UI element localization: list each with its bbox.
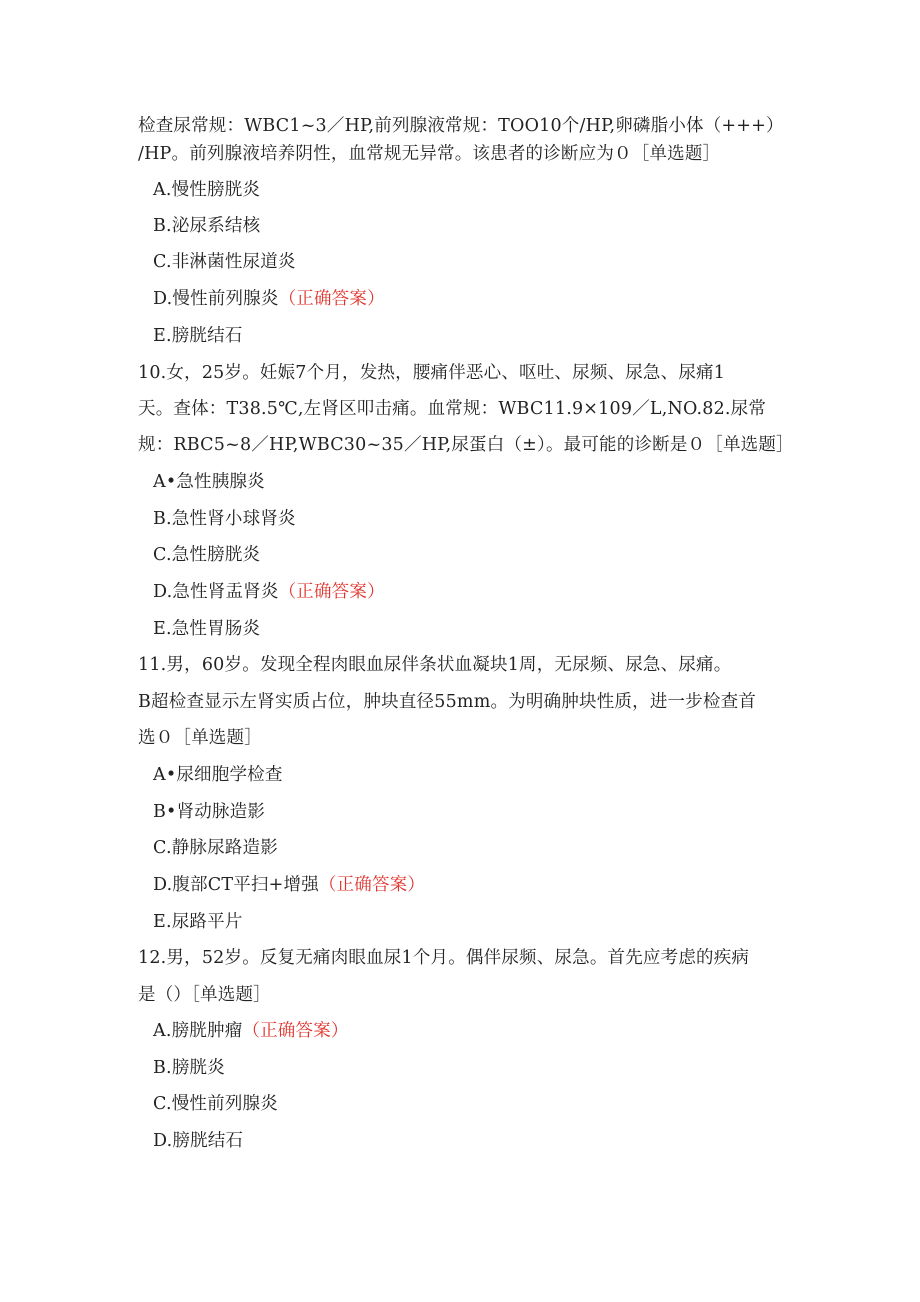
- q12-stem-line-2: 是（）［单选题］: [138, 985, 271, 1005]
- option-text: E.膀胱结石: [153, 326, 243, 346]
- correct-answer-mark: （正确答案）: [278, 582, 385, 602]
- q9-stem-line-2: /HP。前列腺液培养阴性，血常规无异常。该患者的诊断应为０［单选题］: [138, 144, 721, 164]
- option-text: C.静脉尿路造影: [153, 838, 278, 858]
- option-text: C.非淋菌性尿道炎: [153, 252, 296, 272]
- option-text: B.膀胱炎: [153, 1058, 225, 1078]
- correct-answer-mark: （正确答案）: [242, 1021, 349, 1041]
- q12-option-d: [153, 1129, 243, 1153]
- q9-option-e: [153, 324, 243, 348]
- correct-answer-mark: （正确答案）: [278, 289, 385, 309]
- option-text: B.急性肾小球肾炎: [153, 509, 296, 529]
- q11-option-e: [153, 910, 243, 934]
- q9-option-d: [153, 287, 385, 311]
- q11-option-b: [153, 800, 265, 824]
- q10-stem-line-1: 10.女，25岁。妊娠7个月，发热，腰痛伴恶心、呕吐、尿频、尿急、尿痛1: [138, 363, 726, 383]
- q11-option-c: [153, 836, 278, 860]
- option-text: E.急性胃肠炎: [153, 619, 261, 639]
- q12-option-a: [153, 1019, 349, 1043]
- correct-answer-mark: （正确答案）: [318, 875, 426, 895]
- q12-option-b: [153, 1056, 225, 1080]
- option-text: D.急性肾盂肾炎: [153, 582, 279, 602]
- q12-stem-line-1: 12.男，52岁。反复无痛肉眼血尿1个月。偶伴尿频、尿急。首先应考虑的疾病: [138, 948, 750, 968]
- option-text: A.膀胱肿瘤: [153, 1021, 243, 1041]
- q11-stem-line-1: 11.男，60岁。发现全程肉眼血尿伴条状血凝块1周，无尿频、尿急、尿痛。: [138, 655, 732, 675]
- option-text: B.泌尿系结核: [153, 216, 261, 236]
- q11-stem-line-2: B超检查显示左肾实质占位，肿块直径55mm。为明确肿块性质，进一步检查首: [138, 692, 757, 712]
- q9-option-a: [153, 178, 260, 202]
- option-text: C.急性膀胱炎: [153, 545, 261, 565]
- option-text: C.慢性前列腺炎: [153, 1094, 278, 1114]
- option-text: A•尿细胞学检查: [153, 765, 283, 785]
- q10-option-a: [153, 470, 265, 494]
- option-text: D.膀胱结石: [153, 1131, 244, 1151]
- option-text: B•肾动脉造影: [153, 802, 266, 822]
- q10-option-b: [153, 507, 296, 531]
- q11-option-d: [153, 873, 425, 897]
- q10-option-c: [153, 543, 260, 567]
- q12-option-c: [153, 1092, 278, 1116]
- q9-option-b: [153, 214, 260, 238]
- q11-stem-line-3: 选０［单选题］: [138, 728, 262, 748]
- option-text: D.慢性前列腺炎: [153, 289, 279, 309]
- q10-option-e: [153, 617, 260, 641]
- q10-stem-line-3: 规：RBC5~8／HP,WBC30~35／HP,尿蛋白（±）。最可能的诊断是０［单选题］: [138, 435, 794, 455]
- option-text: D.腹部CT平扫+增强: [153, 875, 319, 895]
- option-text: A.慢性膀胱炎: [153, 180, 261, 200]
- q10-stem-line-2: 天。查体：T38.5℃,左肾区叩击痛。血常规：WBC11.9×109／L,NO.82.尿常: [138, 399, 767, 419]
- q11-option-a: [153, 763, 283, 787]
- q9-option-c: [153, 250, 296, 274]
- option-text: A•急性胰腺炎: [153, 472, 265, 492]
- option-text: E.尿路平片: [153, 912, 243, 932]
- q10-option-d: [153, 580, 385, 604]
- q9-stem-line-1: 检查尿常规：WBC1~3／HP,前列腺液常规：TOO10个/HP,卵磷脂小体（+++）: [138, 116, 784, 136]
